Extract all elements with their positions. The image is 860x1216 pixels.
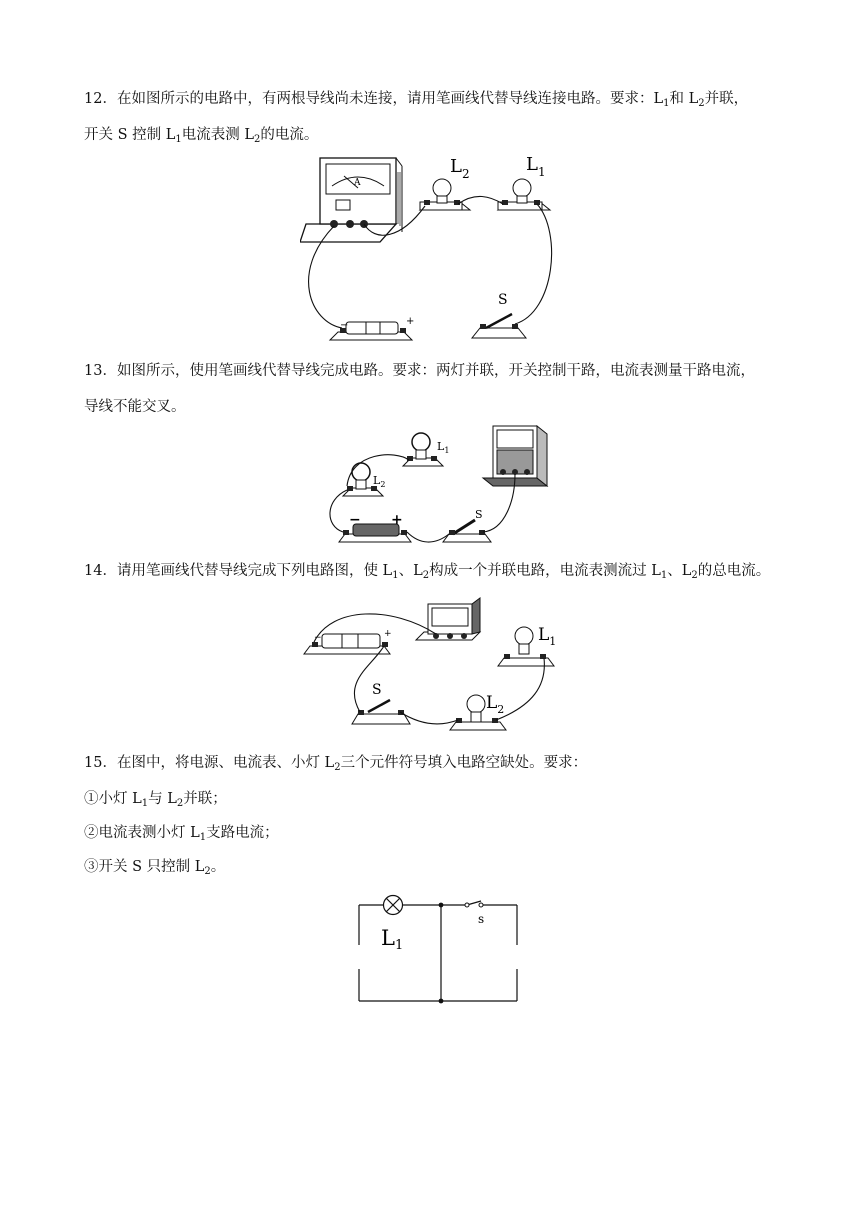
lamp-symbol-icon xyxy=(384,896,403,915)
ammeter-icon xyxy=(300,158,402,242)
lamp-l2-label: $L_2$ xyxy=(486,693,505,716)
lamp-l1-label: L1 xyxy=(381,926,404,953)
q15-req1: ①小灯 $L_1$与 $L_2$并联； xyxy=(84,791,227,809)
switch-icon xyxy=(472,314,526,338)
lamp-l2-label: $L_2$ xyxy=(450,156,470,181)
lamp-l1-label: $L_1$ xyxy=(437,440,450,455)
lamp-l1-label: $L_1$ xyxy=(526,154,546,179)
q12-circuit-figure xyxy=(300,152,560,347)
battery-minus-label: − xyxy=(314,633,322,643)
q12-line2: 开关 S 控制 $L_1$电流表测 $L_2$的电流。 xyxy=(84,127,319,145)
q15-req2: ②电流表测小灯 $L_1$支路电流； xyxy=(84,825,279,843)
q13-line2: 导线不能交叉。 xyxy=(84,399,186,415)
lamp-icon xyxy=(420,179,470,210)
ammeter-icon xyxy=(416,598,480,640)
q12-line1: 12．在如图所示的电路中，有两根导线尚未连接，请用笔画线代替导线连接电路。要求：$L_1$和 $L_2$并联， xyxy=(84,91,749,109)
q15-circuit-diagram xyxy=(355,893,523,1005)
wires xyxy=(314,614,544,724)
q13-line1: 13．如图所示，使用笔画线代替导线完成电路。要求：两灯并联，开关控制干路，电流表测量干路电流， xyxy=(84,363,755,379)
switch-label: S xyxy=(372,682,382,698)
switch-icon xyxy=(352,700,410,724)
q14-line1: 14．请用笔画线代替导线完成下列电路图，使 $L_1$、$L_2$构成一个并联电路，电流表测流过 $L_1$、$L_2$的总电流。 xyxy=(84,563,771,581)
lamp-l2-label: $L_2$ xyxy=(373,474,386,489)
switch-label: S xyxy=(475,508,483,521)
lamp-icon xyxy=(498,179,550,210)
q13-circuit-figure xyxy=(325,420,550,548)
lamp-l1-label: $L_1$ xyxy=(538,625,557,648)
junction-dot xyxy=(439,999,444,1004)
switch-label: S xyxy=(498,292,508,308)
circuit-wires xyxy=(359,901,517,1001)
battery-minus-label: − xyxy=(349,512,361,528)
battery-plus-label: + xyxy=(384,629,392,639)
battery-minus-label: − xyxy=(340,320,349,331)
q14-circuit-figure xyxy=(302,596,562,738)
q15-req3: ③开关 S 只控制 $L_2$。 xyxy=(84,859,226,877)
meter-unit-label: A xyxy=(354,178,361,188)
battery-plus-label: + xyxy=(406,316,415,327)
q15-line1: 15．在图中，将电源、电流表、小灯 $L_2$三个元件符号填入电路空缺处。要求： xyxy=(84,755,588,773)
junction-dot xyxy=(439,903,444,908)
switch-icon xyxy=(443,520,491,542)
switch-label: s xyxy=(478,912,485,926)
battery-plus-label: + xyxy=(391,512,403,528)
